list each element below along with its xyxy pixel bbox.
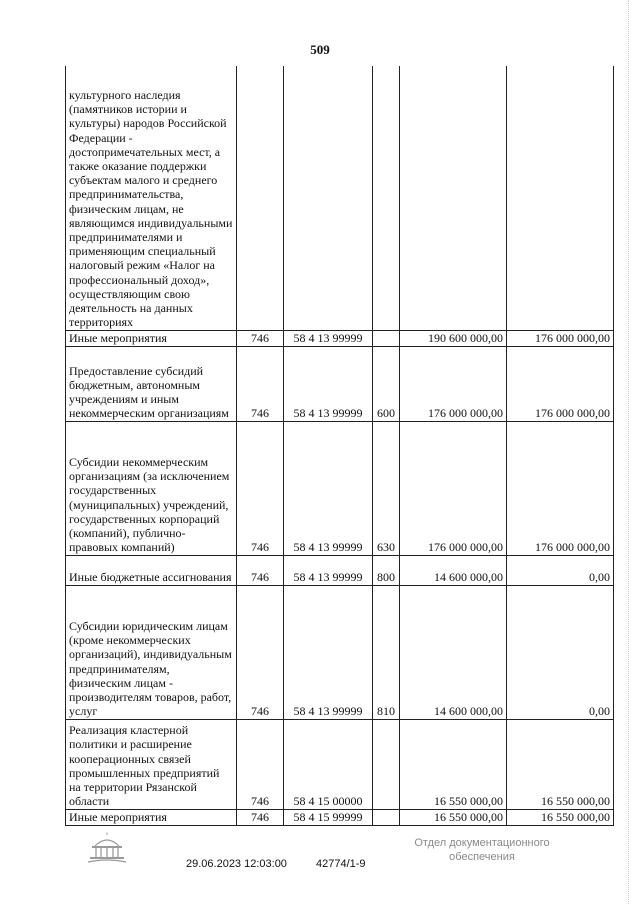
table-row xyxy=(66,330,614,346)
amount-year-1: 16 550 000,00 xyxy=(400,719,507,809)
expense-name: культурного наследия (памятников истории и культуры) народов Российской Федерации - достопримечательных мест, а также оказание поддержки субъектам малого и среднего предпринимательства, физическим лицам, не являющимся индивидуальными предпринимателями и применяющим специальный налоговый режим «Налог на профессиональный доход», осуществляющим свою деятельность на данных территориях xyxy=(66,66,237,330)
table-row xyxy=(66,809,614,825)
amount-year-2: 176 000 000,00 xyxy=(507,330,614,346)
amount-year-1 xyxy=(400,66,507,330)
target-article: 58 4 13 99999 xyxy=(284,585,373,719)
expense-name: Субсидии юридическим лицам (кроме некоммерческих организаций), индивидуальным предпринимателям, физическим лицам - производителям товаров, работ, услуг xyxy=(66,585,237,719)
expense-type: 800 xyxy=(373,555,400,585)
amount-year-1: 190 600 000,00 xyxy=(400,330,507,346)
target-article: 58 4 13 99999 xyxy=(284,555,373,585)
amount-year-1: 14 600 000,00 xyxy=(400,555,507,585)
target-article xyxy=(284,66,373,330)
ministry-code: 746 xyxy=(237,719,284,809)
amount-year-2: 16 550 000,00 xyxy=(507,719,614,809)
amount-year-1: 176 000 000,00 xyxy=(400,421,507,555)
table-row xyxy=(66,555,614,585)
expense-type: 810 xyxy=(373,585,400,719)
expense-name: Предоставление субсидий бюджетным, автономным учреждениям и иным некоммерческим организациям xyxy=(66,346,237,421)
target-article: 58 4 13 99999 xyxy=(284,330,373,346)
scan-edge-mark xyxy=(628,0,630,904)
expense-name: Субсидии некоммерческим организациям (за исключением государственных (муниципальных) учреждений, государственных корпораций (компаний), публично-правовых компаний) xyxy=(66,421,237,555)
expense-name: Иные мероприятия xyxy=(66,330,237,346)
target-article: 58 4 13 99999 xyxy=(284,346,373,421)
duma-building-icon xyxy=(86,832,128,866)
table-row xyxy=(66,719,614,809)
amount-year-2: 0,00 xyxy=(507,585,614,719)
ministry-code: 746 xyxy=(237,809,284,825)
expense-type: 600 xyxy=(373,346,400,421)
duma-logo-graphic xyxy=(86,832,128,866)
ministry-code: 746 xyxy=(237,555,284,585)
table-row xyxy=(66,66,614,330)
expense-type xyxy=(373,809,400,825)
ministry-code xyxy=(237,66,284,330)
expense-type: 630 xyxy=(373,421,400,555)
target-article: 58 4 15 99999 xyxy=(284,809,373,825)
amount-year-1: 176 000 000,00 xyxy=(400,346,507,421)
stamp-line-2: обеспечения xyxy=(449,851,515,863)
ministry-code: 746 xyxy=(237,330,284,346)
expense-type xyxy=(373,719,400,809)
budget-table xyxy=(65,66,614,826)
expense-name: Иные бюджетные ассигнования xyxy=(66,555,237,585)
department-stamp xyxy=(402,836,562,864)
expense-name: Иные мероприятия xyxy=(66,809,237,825)
ministry-code: 746 xyxy=(237,346,284,421)
amount-year-2 xyxy=(507,66,614,330)
amount-year-1: 14 600 000,00 xyxy=(400,585,507,719)
amount-year-2: 16 550 000,00 xyxy=(507,809,614,825)
document-number: 42774/1-9 xyxy=(316,858,366,870)
table-row xyxy=(66,585,614,719)
table-row xyxy=(66,346,614,421)
expense-name: Реализация кластерной политики и расширение кооперационных связей промышленных предприятий на территории Рязанской области xyxy=(66,719,237,809)
ministry-code: 746 xyxy=(237,585,284,719)
stamp-line-1: Отдел документационного xyxy=(414,837,550,849)
target-article: 58 4 13 99999 xyxy=(284,421,373,555)
expense-type xyxy=(373,330,400,346)
document-timestamp: 29.06.2023 12:03:00 xyxy=(186,858,287,870)
amount-year-1: 16 550 000,00 xyxy=(400,809,507,825)
table-row xyxy=(66,421,614,555)
page-number: 509 xyxy=(310,42,330,57)
amount-year-2: 0,00 xyxy=(507,555,614,585)
target-article: 58 4 15 00000 xyxy=(284,719,373,809)
amount-year-2: 176 000 000,00 xyxy=(507,421,614,555)
expense-type xyxy=(373,66,400,330)
ministry-code: 746 xyxy=(237,421,284,555)
amount-year-2: 176 000 000,00 xyxy=(507,346,614,421)
